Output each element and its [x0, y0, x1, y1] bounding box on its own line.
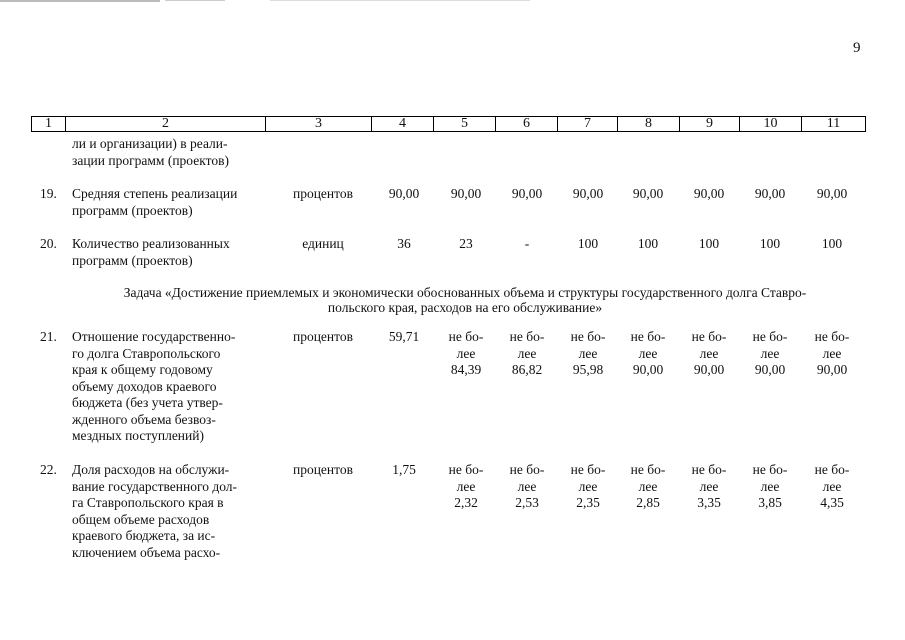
- text-line: края к общему годовому: [72, 362, 213, 377]
- text-line: Отношение государственно-: [72, 329, 236, 344]
- header-col-4: 4: [372, 117, 434, 132]
- task-heading-line: Задача «Достижение приемлемых и экономически обоснованных объема и структуры государственного долга Ставро-: [123, 285, 807, 300]
- value-cell: [622, 462, 674, 512]
- value-prefix: лее: [578, 345, 598, 361]
- value-cell: [440, 462, 492, 512]
- row-number: 19.: [40, 186, 57, 201]
- value-number: 2,32: [454, 495, 478, 510]
- text-line: Количество реализованных: [72, 236, 230, 251]
- text-line: программ (проектов): [72, 202, 193, 218]
- value-cell: [562, 462, 614, 512]
- header-col-5: 5: [434, 117, 496, 132]
- text-line: мездных поступлений): [72, 428, 204, 443]
- value-prefix: лее: [822, 345, 842, 361]
- row-number: 20.: [40, 236, 57, 251]
- value-prefix: лее: [822, 478, 842, 494]
- value-cell: 90,00: [816, 186, 848, 201]
- value-prefix: не бо-: [570, 329, 606, 344]
- text-line: го долга Ставропольского: [72, 345, 221, 361]
- value-cell: 100: [821, 236, 843, 251]
- value-number: 2,35: [576, 495, 600, 510]
- value-cell: [683, 329, 735, 379]
- value-number: 2,85: [636, 495, 660, 510]
- value-cell: 23: [459, 236, 473, 251]
- row-number: 21.: [40, 329, 57, 344]
- task-heading: [70, 285, 860, 315]
- value-cell: 100: [759, 236, 781, 251]
- header-col-6: 6: [496, 117, 558, 132]
- value-prefix: лее: [760, 345, 780, 361]
- value-prefix: не бо-: [448, 329, 484, 344]
- value-cell: -: [524, 236, 530, 251]
- value-prefix: лее: [456, 478, 476, 494]
- value-prefix: не бо-: [752, 462, 788, 477]
- value-prefix: лее: [517, 478, 537, 494]
- value-cell: [440, 329, 492, 379]
- value-prefix: не бо-: [691, 329, 727, 344]
- header-col-11: 11: [802, 117, 866, 132]
- text-line: жденного объема безвоз-: [72, 411, 216, 427]
- text-line: Доля расходов на обслужи-: [72, 462, 230, 477]
- value-cell: 90,00: [754, 186, 786, 201]
- header-col-1: 1: [32, 117, 66, 132]
- value-prefix: лее: [699, 478, 719, 494]
- value-number: 86,82: [511, 362, 543, 377]
- base-value: 59,71: [388, 329, 420, 344]
- value-number: 84,39: [450, 362, 482, 377]
- value-cell: [806, 462, 858, 512]
- indicator-name: [72, 236, 260, 269]
- value-prefix: не бо-: [814, 462, 850, 477]
- value-prefix: лее: [638, 345, 658, 361]
- value-cell: 90,00: [572, 186, 604, 201]
- value-prefix: не бо-: [509, 329, 545, 344]
- text-line: зации программ (проектов): [72, 152, 229, 168]
- value-cell: [562, 329, 614, 379]
- text-line: вание государственного дол-: [72, 478, 237, 494]
- value-number: 90,00: [693, 362, 725, 377]
- base-value: 36: [397, 236, 411, 251]
- header-col-8: 8: [618, 117, 680, 132]
- value-number: 90,00: [816, 362, 848, 377]
- text-line: объему доходов краевого: [72, 378, 217, 394]
- row-number: 22.: [40, 462, 57, 477]
- value-cell: 90,00: [450, 186, 482, 201]
- value-cell: 90,00: [511, 186, 543, 201]
- value-prefix: не бо-: [570, 462, 606, 477]
- value-prefix: не бо-: [691, 462, 727, 477]
- value-cell: [683, 462, 735, 512]
- unit-cell: процентов: [292, 186, 353, 201]
- value-number: 3,85: [758, 495, 782, 510]
- value-cell: [622, 329, 674, 379]
- header-col-3: 3: [266, 117, 372, 132]
- scan-artifact: [270, 0, 530, 1]
- text-line: ли и организации) в реали-: [72, 136, 228, 151]
- header-col-7: 7: [558, 117, 618, 132]
- indicator-name: [72, 329, 260, 445]
- value-cell: [744, 329, 796, 379]
- task-heading-line: польского края, расходов на его обслуживание»: [327, 300, 603, 315]
- value-number: 90,00: [754, 362, 786, 377]
- text-line: ключением объема расхо-: [72, 544, 221, 560]
- text-line: программ (проектов): [72, 252, 193, 268]
- value-cell: [806, 329, 858, 379]
- value-prefix: лее: [456, 345, 476, 361]
- value-prefix: не бо-: [630, 329, 666, 344]
- text-line: Средняя степень реализации: [72, 186, 238, 201]
- base-value: 90,00: [388, 186, 420, 201]
- value-cell: [501, 329, 553, 379]
- value-cell: 90,00: [632, 186, 664, 201]
- value-number: 2,53: [515, 495, 539, 510]
- value-number: 3,35: [697, 495, 721, 510]
- value-cell: 100: [637, 236, 659, 251]
- value-cell: 100: [698, 236, 720, 251]
- value-prefix: не бо-: [752, 329, 788, 344]
- unit-cell: единиц: [302, 236, 344, 251]
- indicator-name: [72, 462, 260, 561]
- value-prefix: лее: [638, 478, 658, 494]
- unit-cell: процентов: [292, 329, 353, 344]
- header-col-9: 9: [680, 117, 740, 132]
- text-line: краевого бюджета, за ис-: [72, 528, 216, 543]
- value-prefix: не бо-: [630, 462, 666, 477]
- value-cell: [744, 462, 796, 512]
- continuation-text: [72, 136, 229, 169]
- text-line: га Ставропольского края в: [72, 495, 224, 510]
- header-col-10: 10: [740, 117, 802, 132]
- page-number: 9: [853, 40, 861, 56]
- text-line: общем объеме расходов: [72, 511, 210, 527]
- value-prefix: не бо-: [814, 329, 850, 344]
- column-number-header: [31, 116, 866, 132]
- scan-artifact: [0, 0, 160, 2]
- value-prefix: не бо-: [448, 462, 484, 477]
- indicator-name: [72, 186, 260, 219]
- value-number: 95,98: [572, 362, 604, 377]
- value-prefix: не бо-: [509, 462, 545, 477]
- base-value: 1,75: [392, 462, 416, 477]
- text-line: бюджета (без учета утвер-: [72, 395, 223, 410]
- value-prefix: лее: [578, 478, 598, 494]
- value-cell: 90,00: [693, 186, 725, 201]
- scan-artifact: [165, 0, 225, 1]
- value-cell: [501, 462, 553, 512]
- value-prefix: лее: [760, 478, 780, 494]
- value-prefix: лее: [517, 345, 537, 361]
- value-cell: 100: [577, 236, 599, 251]
- value-prefix: лее: [699, 345, 719, 361]
- unit-cell: процентов: [292, 462, 353, 477]
- value-number: 90,00: [632, 362, 664, 377]
- value-number: 4,35: [820, 495, 844, 510]
- header-col-2: 2: [66, 117, 266, 132]
